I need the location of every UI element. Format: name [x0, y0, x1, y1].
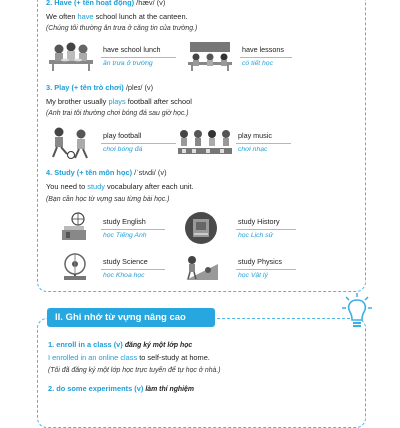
have-lessons-illustration	[186, 40, 234, 72]
study-history-illustration	[184, 211, 218, 245]
experiments-heading: 2. do some experiments (v) làm thí nghiệm	[48, 384, 194, 393]
have-translation: (Chúng tôi thường ăn trưa ở căng tin của trường.)	[46, 25, 198, 32]
study-english-meaning: học Tiếng Anh	[103, 232, 147, 239]
study-science-meaning: học Khoa học	[103, 272, 145, 279]
play-translation: (Anh trai tôi thường chơi bóng đá sau giờ học.)	[46, 110, 189, 117]
have-school-lunch-illustration	[47, 40, 95, 72]
have-school-lunch-meaning: ăn trưa ở trường	[103, 60, 153, 67]
study-heading: 4. Study (+ tên môn học) /ˈstʌdi/ (v)	[46, 168, 167, 177]
section-title: II. Ghi nhớ từ vựng nâng cao	[55, 312, 186, 323]
study-science-label: study Science	[103, 257, 148, 266]
play-music-label: play music	[238, 131, 272, 140]
study-physics-illustration	[182, 252, 222, 284]
play-football-meaning: chơi bóng đá	[103, 146, 143, 153]
study-history-meaning: học Lịch sử	[238, 232, 273, 239]
enroll-example: I enrolled in an online class to self-study at home.	[48, 353, 210, 362]
study-english-illustration	[58, 212, 92, 244]
lightbulb-icon	[341, 292, 373, 334]
have-heading: 2. Have (+ tên hoạt động) /hæv/ (v)	[46, 0, 166, 7]
play-football-label: play football	[103, 131, 142, 140]
study-physics-label: study Physics	[238, 257, 282, 266]
study-history-label: study History	[238, 217, 280, 226]
study-example: You need to study vocabulary after each unit.	[46, 182, 194, 191]
play-music-illustration	[176, 126, 234, 160]
study-translation: (Bạn cần học từ vựng sau từng bài học.)	[46, 196, 170, 203]
study-science-illustration	[58, 252, 92, 284]
play-example: My brother usually plays football after school	[46, 97, 192, 106]
have-school-lunch-label: have school lunch	[103, 45, 161, 54]
have-lessons-meaning: có tiết học	[242, 60, 273, 67]
play-heading: 3. Play (+ tên trò chơi) /pleɪ/ (v)	[46, 83, 154, 92]
study-physics-meaning: học Vật lý	[238, 272, 268, 279]
enroll-heading: 1. enroll in a class (v) đăng ký một lớp học	[48, 340, 193, 349]
enroll-translation: (Tôi đã đăng ký một lớp học trực tuyến để tự học ở nhà.)	[48, 367, 221, 374]
have-lessons-label: have lessons	[242, 45, 284, 54]
play-football-illustration	[47, 126, 95, 160]
have-example: We often have school lunch at the canteen.	[46, 12, 188, 21]
play-music-meaning: chơi nhạc	[238, 146, 268, 153]
study-english-label: study English	[103, 217, 146, 226]
